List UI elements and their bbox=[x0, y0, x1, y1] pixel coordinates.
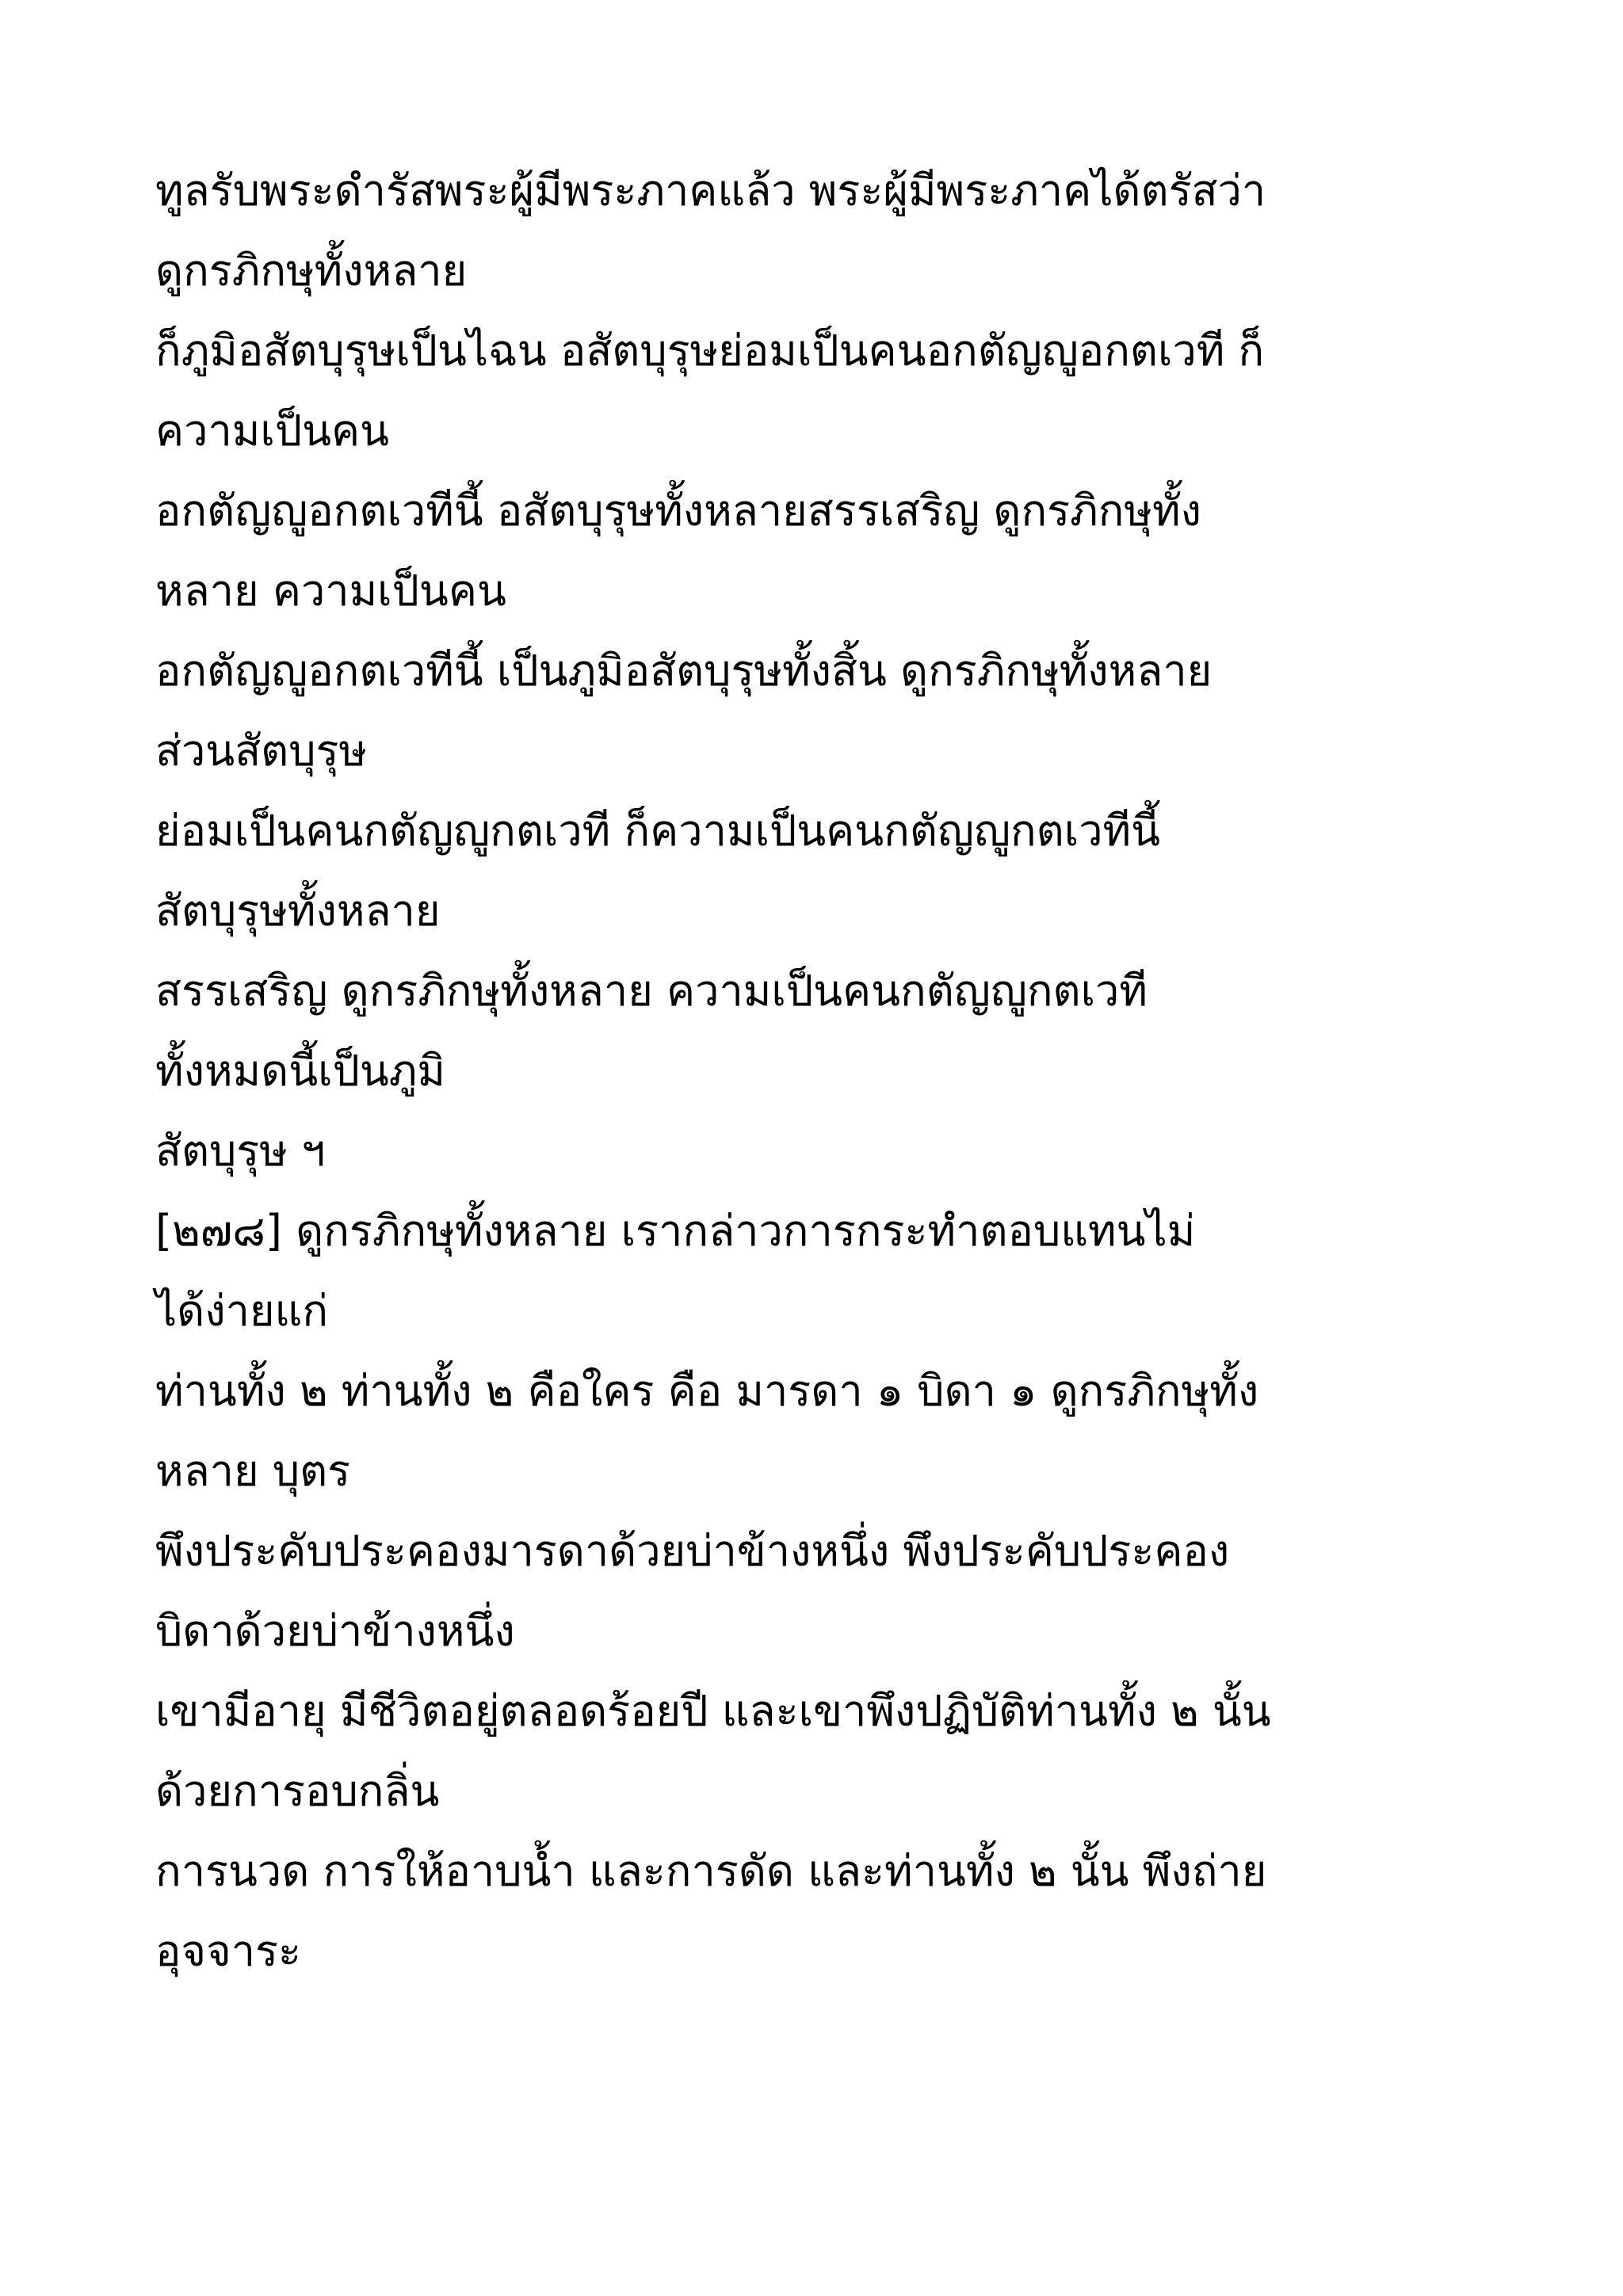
text-line: สรรเสริญ ดูกรภิกษุทั้งหลาย ความเป็นคนกตัญญูกตเวที bbox=[155, 966, 1148, 1016]
text-line: ความเป็นคน bbox=[155, 406, 390, 456]
text-line: หลาย ความเป็นคน bbox=[155, 566, 506, 616]
text-line: อุจจาระ bbox=[155, 1926, 302, 1976]
text-line: ส่วนสัตบุรุษ bbox=[155, 726, 368, 776]
text-line: ด้วยการอบกลิ่น bbox=[155, 1766, 440, 1816]
text-line: [๒๗๘] ดูกรภิกษุทั้งหลาย เรากล่าวการกระทำตอบแทนไม่ bbox=[155, 1206, 1196, 1256]
text-line: ทั้งหมดนี้เป็นภูมิ bbox=[155, 1046, 445, 1096]
text-line: สัตบุรุษ ฯ bbox=[155, 1126, 326, 1176]
text-line: อกตัญญูอกตเวทีนี้ เป็นภูมิอสัตบุรุษทั้งสิ้น ดูกรภิกษุทั้งหลาย bbox=[155, 646, 1212, 696]
text-line: ก็ภูมิอสัตบุรุษเป็นไฉน อสัตบุรุษย่อมเป็นคนอกตัญญูอกตเวที ก็ bbox=[155, 326, 1265, 376]
text-line: เขามีอายุ มีชีวิตอยู่ตลอดร้อยปี และเขาพึงปฏิบัติท่านทั้ง ๒ นั้น bbox=[155, 1686, 1271, 1736]
text-line: หลาย บุตร bbox=[155, 1446, 351, 1496]
text-line: ได้ง่ายแก่ bbox=[155, 1286, 329, 1336]
text-line: ทูลรับพระดำรัสพระผู้มีพระภาคแล้ว พระผู้มีพระภาคได้ตรัสว่า bbox=[155, 166, 1266, 215]
text-line: สัตบุรุษทั้งหลาย bbox=[155, 886, 441, 936]
text-line: อกตัญญูอกตเวทีนี้ อสัตบุรุษทั้งหลายสรรเสริญ ดูกรภิกษุทั้ง bbox=[155, 486, 1201, 536]
text-line: บิดาด้วยบ่าข้างหนึ่ง bbox=[155, 1606, 515, 1656]
text-line: การนวด การให้อาบน้ำ และการดัด และท่านทั้ง ๒ นั้น พึงถ่าย bbox=[155, 1846, 1267, 1896]
text-line: ท่านทั้ง ๒ ท่านทั้ง ๒ คือใคร คือ มารดา ๑ บิดา ๑ ดูกรภิกษุทั้ง bbox=[155, 1366, 1259, 1416]
text-line: ย่อมเป็นคนกตัญญูกตเวที ก็ความเป็นคนกตัญญูกตเวทีนี้ bbox=[155, 806, 1161, 856]
body-text bbox=[155, 151, 1487, 1991]
text-line: ดูกรภิกษุทั้งหลาย bbox=[155, 246, 468, 296]
text-line: พึงประคับประคองมารดาด้วยบ่าข้างหนึ่ง พึงประคับประคอง bbox=[155, 1526, 1230, 1576]
